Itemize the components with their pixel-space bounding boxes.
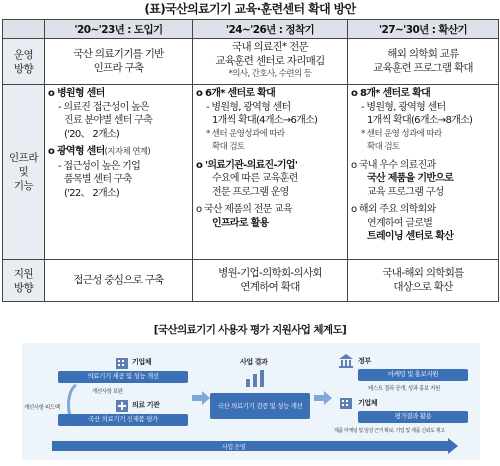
bullet-heading: o 국내 우수 의료진과 (351, 159, 436, 171)
diagram-title-wrap (0, 318, 500, 337)
improvement-label: 개선사항 보완 (92, 389, 123, 395)
header-phase-3: '27~'30년 : 확산기 (348, 20, 499, 39)
text-line: 인프라 구축 (93, 61, 144, 74)
text-line: 전문 프로그램 운영 (212, 186, 289, 198)
footnote: * 센터 운영 성과에 따라 (361, 128, 442, 139)
text-line: 수요에 따른 교육훈련 (212, 173, 298, 184)
note: (지자체 연계) (104, 147, 151, 157)
rowhead-infra-line3: 기능 (13, 180, 34, 192)
text-line: 대상으로 확산 (393, 280, 453, 293)
company2-desc: 제품 마케팅 및 임상 근거 확보, 기업 및 제품 신뢰도 제고 (334, 428, 445, 434)
text-line: 접근성 중심으로 구축 (73, 273, 164, 286)
rowhead-infra-line1: 인프라 (9, 152, 38, 164)
header-phase-2: '24~'26년 : 정착기 (193, 20, 348, 39)
header-phase-1: '20~'23년 : 도입기 (45, 20, 193, 39)
building-icon (338, 395, 354, 409)
text-line: 품목별 센터 구축 (64, 174, 132, 185)
footnote: * 센터 운영성과에 따라 (206, 128, 285, 139)
text-line: 국내 의료진* 전문 (232, 41, 308, 54)
company2-box: 평가결과 활용 (358, 411, 468, 423)
text-line: 연계하여 확대 (240, 280, 300, 293)
rowhead-support-line2: 방향 (13, 281, 34, 294)
operation-arrow-bar (52, 441, 448, 451)
cell-infra-phase1 (45, 85, 193, 260)
cell-infra-phase3 (348, 85, 499, 260)
text-line: 1개씩 확대(6개소→8개소) (367, 115, 473, 126)
cell-support-phase2 (193, 260, 348, 302)
text-line: 국산 의료기기를 기반 (73, 48, 164, 60)
row-operation (3, 39, 499, 85)
government-building-icon (338, 353, 354, 369)
text-line: 국산 제품을 기반으로 (367, 173, 454, 184)
right-arrow-icon (192, 391, 210, 405)
text-line: 교육훈련 센터로 자리매김 (215, 54, 325, 67)
rowhead-infra-line2: 및 (18, 166, 29, 178)
right-arrow-icon (314, 391, 332, 405)
rowhead-operation-line1: 운영 (13, 48, 34, 61)
cell-infra-phase2 (193, 85, 348, 260)
cell-operation-phase2 (193, 39, 348, 85)
government-box: 마케팅 및 홍보지원 (358, 369, 468, 381)
text-line: 트레이닝 센터로 확산 (367, 231, 454, 242)
institution-box: 국산 의료기기 신제품 평가 (58, 414, 188, 426)
expansion-plan-table (2, 19, 499, 302)
text-line: - 병원형, 광역형 센터 (361, 101, 446, 113)
text-line: - 접근성이 높은 기업 (58, 160, 141, 172)
cell-operation-phase1 (45, 39, 193, 85)
company-box: 의료기기 제공 및 성능 개선 (58, 371, 188, 383)
text-line: ('20、 2개소) (64, 128, 120, 140)
government-label: 정부 (358, 357, 371, 365)
row-support (3, 260, 499, 302)
footnote: *의사, 간호사, 수련의 등 (228, 69, 312, 80)
text-line: 교육 프로그램 구성 (367, 186, 444, 198)
diagram-title: [국산의료기기 사용자 평가 지원사업 체계도] (153, 324, 347, 336)
text-line: - 병원형, 광역형 센터 (206, 101, 291, 113)
feedback-label: 개선사항 피드백 (24, 405, 60, 411)
footnote: 확대 검토 (212, 142, 245, 152)
bullet-heading-row (48, 145, 189, 160)
rowhead-operation-line2: 방향 (13, 62, 34, 75)
header-corner (3, 20, 45, 39)
text-line: 진료 분야별 센터 구축 (64, 115, 153, 126)
table-header-row (3, 20, 499, 39)
institution-label: 의료 기관 (132, 401, 160, 409)
bullet-heading: o 광역형 센터 (48, 146, 105, 157)
rowhead-operation (3, 39, 45, 85)
row-infra (3, 85, 499, 260)
company2-label: 기업체 (358, 399, 378, 407)
hospital-icon (114, 398, 130, 412)
building-icon (114, 355, 130, 369)
results-box: 국산 의료기기 검증 및 성능 개선 (210, 393, 310, 419)
program-system-diagram (22, 343, 480, 460)
company-label: 기업체 (132, 358, 152, 366)
bullet-heading: o 6개* 센터로 확대 (196, 88, 276, 99)
bullet-heading: o '의료기관-의료진-기업' (196, 159, 298, 171)
rowhead-support-line1: 지원 (13, 267, 34, 280)
bullet-heading: o 해외 주요 의학회와 (351, 204, 436, 215)
text-line: 국내-해외 의학회를 (382, 267, 464, 279)
bullet-heading: o 8개* 센터로 확대 (351, 88, 431, 99)
text-line: 인프라로 활용 (212, 217, 269, 229)
text-line: - 의료진 접근성이 높은 (58, 101, 149, 113)
operation-label: 사업 운영 (222, 444, 246, 451)
results-chart-icon (244, 369, 268, 387)
document-title: (표)국산의료기기 교육·훈련센터 확대 방안 (144, 2, 356, 16)
government-desc: 테스트 결과 공개, 성과 홍보 지원 (368, 386, 440, 392)
text-line: ('22、 2개소) (64, 187, 120, 199)
cell-support-phase1 (45, 260, 193, 302)
rowhead-support (3, 260, 45, 302)
text-line: 교육훈련 프로그램 확대 (373, 61, 473, 74)
text-line: 병원-기업-의학회-의사회 (218, 267, 322, 279)
bullet-heading: o 병원형 센터 (48, 88, 105, 99)
cell-support-phase3 (348, 260, 499, 302)
text-line: 1개씩 확대(4개소→6개소) (212, 115, 318, 126)
footnote: 확대 검토 (367, 142, 400, 152)
rowhead-infra (3, 85, 45, 260)
results-label: 사업 결과 (240, 358, 268, 366)
cell-operation-phase3 (348, 39, 499, 85)
text-line: 연계하여 글로벌 (367, 217, 433, 229)
bullet-heading: o 국산 제품의 전문 교육 (196, 204, 292, 215)
text-line: 해외 의학회 교류 (387, 48, 459, 60)
